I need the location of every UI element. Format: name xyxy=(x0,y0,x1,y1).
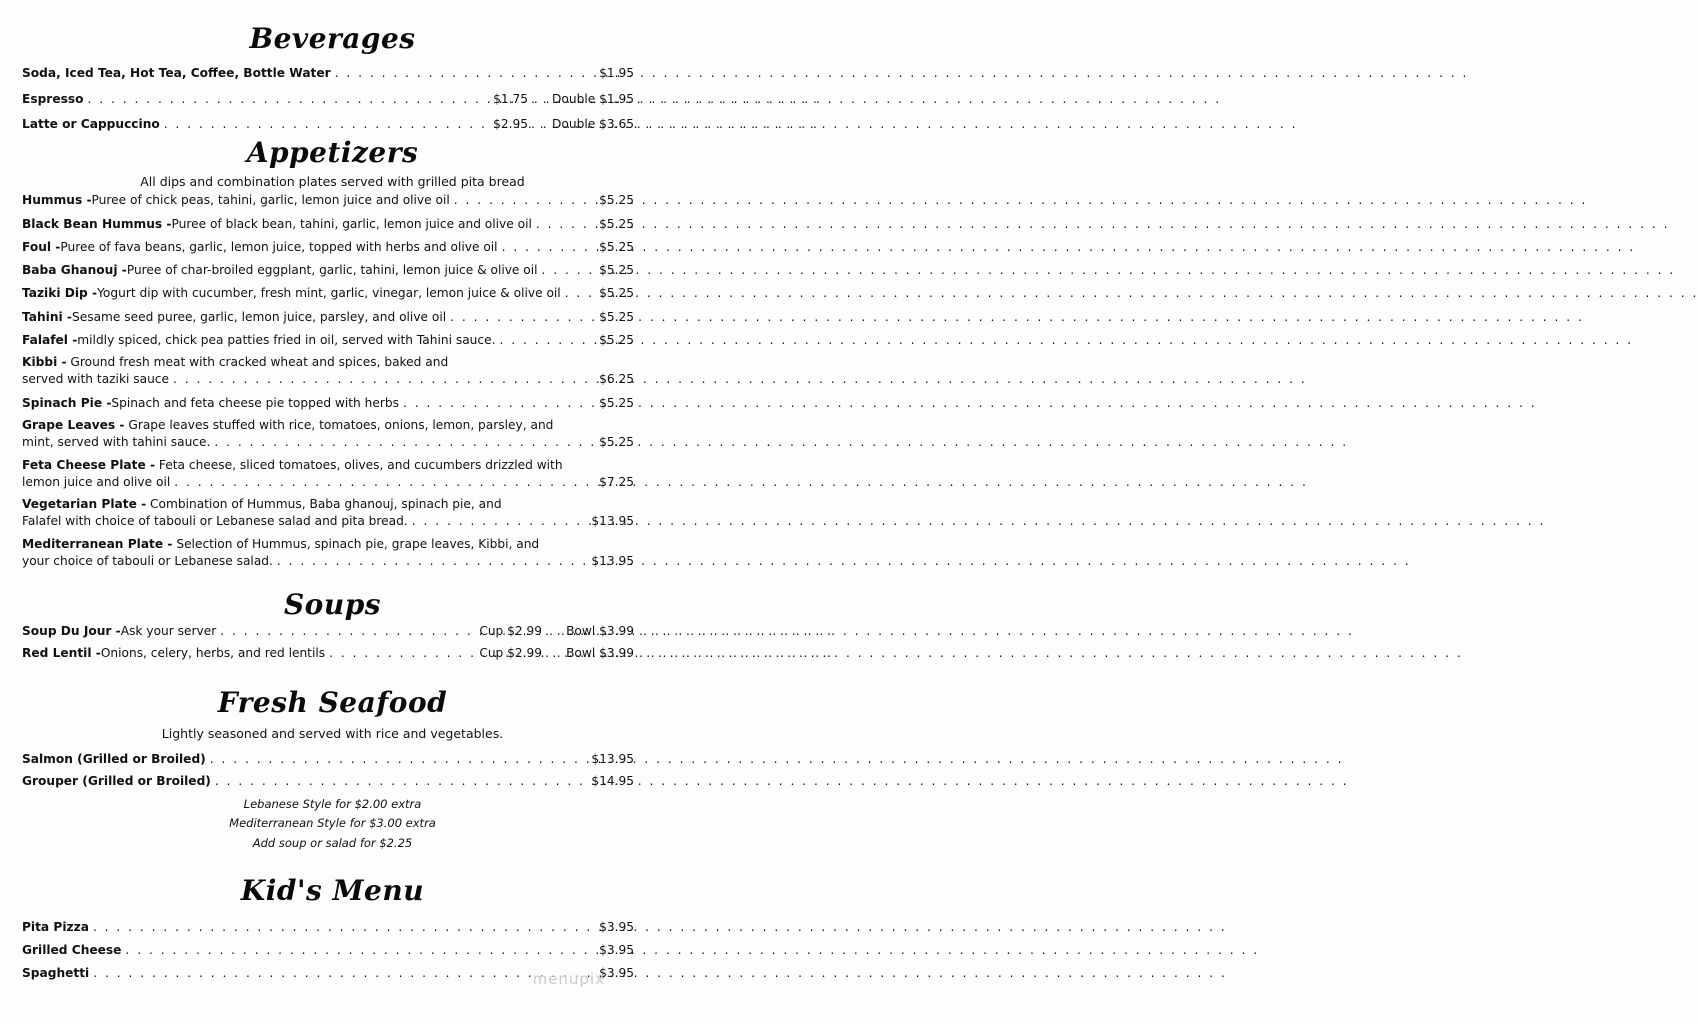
item-price-double: $3.65 xyxy=(599,117,634,131)
menu-item: Vegetarian Plate - Combination of Hummus, Baba ghanouj, spinach pie, and Falafel with choice of tabouli or Lebanese salad and pita bread. . . . $13.95 xyxy=(22,496,634,530)
watermark: menupix xyxy=(532,970,605,988)
item-price: $2.95 xyxy=(493,117,529,131)
menu-page xyxy=(0,0,665,1024)
seafood-title: Fresh Seafood xyxy=(217,686,448,719)
menu-item: Grape Leaves - Grape leaves stuffed with rice, tomatoes, onions, lemon, parsley, and mint, served with tahini sauce. . . . $5.25 xyxy=(22,417,634,451)
appetizers-note: All dips and combination plates served with grilled pita bread xyxy=(140,174,525,189)
seafood-extra: Add soup or salad for $2.25 xyxy=(252,836,413,850)
menu-item: Black Bean Hummus - Puree of black bean, tahini, garlic, lemon juice and olive oil . . . $5.25 xyxy=(22,216,634,233)
menu-item: Falafel - mildly spiced, chick pea patties fried in oil, served with Tahini sauce. . . . $5.25 xyxy=(22,332,634,349)
menu-item: Grouper (Grilled or Broiled) . . . $14.95 xyxy=(22,773,634,790)
soups-title: Soups xyxy=(283,588,382,621)
menu-item xyxy=(22,65,634,82)
menu-item: Kibbi - Ground fresh meat with cracked wheat and spices, baked and served with taziki sauce . . . $6.25 xyxy=(22,354,634,388)
appetizers-title: Appetizers xyxy=(246,136,419,169)
item-name: Soda, Iced Tea, Hot Tea, Coffee, Bottle Water xyxy=(22,66,331,80)
menu-item: Espresso . . . $1.75 . . . Double $1.95 xyxy=(22,91,634,108)
menu-item: Pita Pizza . . . $3.95 xyxy=(22,919,634,936)
item-price: $1.75 xyxy=(493,92,529,106)
menu-item: Salmon (Grilled or Broiled) . . . $13.95 xyxy=(22,751,634,768)
item-name: Latte or Cappuccino xyxy=(22,117,160,131)
kids-title: Kid's Menu xyxy=(240,874,425,907)
menu-item: Taziki Dip - Yogurt dip with cucumber, fresh mint, garlic, vinegar, lemon juice & olive oil . . . $5.25 xyxy=(22,285,634,302)
menu-item: Hummus - Puree of chick peas, tahini, garlic, lemon juice and olive oil . . . $5.25 xyxy=(22,192,634,209)
menu-item: Baba Ghanouj - Puree of char-broiled eggplant, garlic, tahini, lemon juice & olive oil . . . $5.25 xyxy=(22,262,634,279)
seafood-note: Lightly seasoned and served with rice and vegetables. xyxy=(161,726,504,741)
item-price-double: $1.95 xyxy=(599,92,634,106)
menu-item: Red Lentil - Onions, celery, herbs, and red lentils . . . Cup $2.99 . . . Bowl $3.99 xyxy=(22,645,634,662)
menu-item: Spinach Pie - Spinach and feta cheese pie topped with herbs . . . $5.25 xyxy=(22,395,634,412)
seafood-extra: Lebanese Style for $2.00 extra xyxy=(243,797,422,811)
seafood-extra: Mediterranean Style for $3.00 extra xyxy=(229,816,436,830)
menu-item: Spaghetti . . . $3.95 xyxy=(22,965,634,982)
item-price: $1.95 xyxy=(599,66,634,80)
menu-item: Grilled Cheese . . . $3.95 xyxy=(22,942,634,959)
menu-item: Feta Cheese Plate - Feta cheese, sliced tomatoes, olives, and cucumbers drizzled with lemon juice and olive oil . . . $7.25 xyxy=(22,457,634,491)
menu-item: Soup Du Jour - Ask your server . . . Cup $2.99 . . . Bowl $3.99 xyxy=(22,623,634,640)
beverages-title: Beverages xyxy=(249,22,416,55)
menu-item: Latte or Cappuccino . . . $2.95 . . . Double $3.65 xyxy=(22,116,634,133)
menu-item: Tahini - Sesame seed puree, garlic, lemon juice, parsley, and olive oil . . . $5.25 xyxy=(22,309,634,326)
menu-item: Mediterranean Plate - Selection of Hummus, spinach pie, grape leaves, Kibbi, and your choice of tabouli or Lebanese salad. . . . $13.95 xyxy=(22,536,634,570)
item-name: Espresso xyxy=(22,92,84,106)
menu-item: Foul - Puree of fava beans, garlic, lemon juice, topped with herbs and olive oil . . . $5.25 xyxy=(22,239,634,256)
